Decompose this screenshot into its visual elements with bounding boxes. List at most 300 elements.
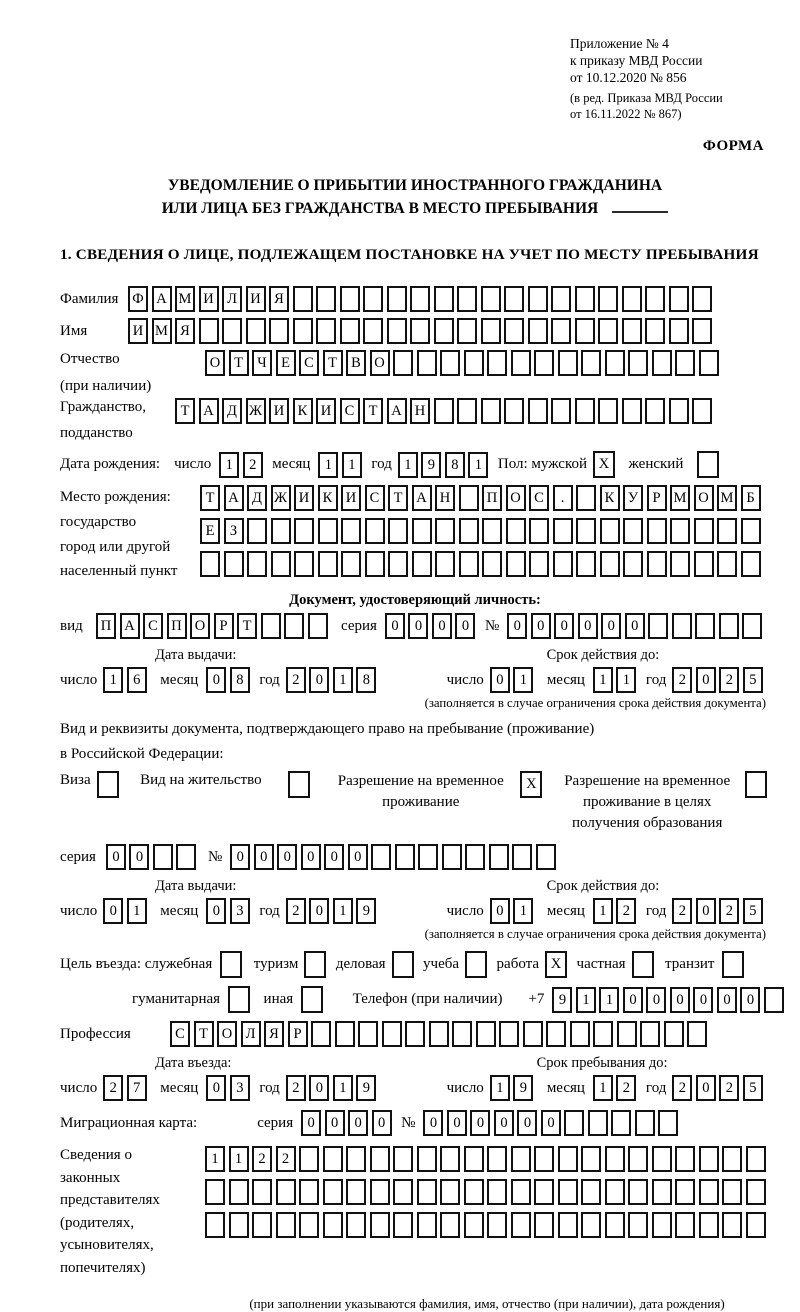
char-box[interactable] [664,1021,684,1047]
char-box[interactable]: 2 [286,667,306,693]
char-box[interactable]: И [294,485,314,511]
char-box[interactable]: 0 [206,898,226,924]
char-box[interactable] [261,613,281,639]
char-box[interactable] [487,1179,507,1205]
char-box[interactable]: 8 [445,452,465,478]
char-box[interactable]: Д [247,485,267,511]
char-box[interactable]: 9 [356,1075,376,1101]
char-box[interactable]: 3 [230,898,250,924]
char-box[interactable] [346,1212,366,1238]
char-box[interactable] [558,1146,578,1172]
char-box[interactable]: Р [647,485,667,511]
char-box[interactable] [199,318,219,344]
char-box[interactable] [699,1179,719,1205]
char-box[interactable] [440,1212,460,1238]
char-box[interactable] [417,350,437,376]
char-box[interactable] [459,518,479,544]
char-box[interactable]: Я [175,318,195,344]
char-box[interactable] [499,1021,519,1047]
char-box[interactable]: Я [269,286,289,312]
char-box[interactable]: 0 [578,613,598,639]
char-box[interactable] [628,1179,648,1205]
char-box[interactable] [476,1021,496,1047]
char-box[interactable]: С [365,485,385,511]
char-box[interactable]: У [623,485,643,511]
char-box[interactable] [276,1179,296,1205]
char-box[interactable]: М [717,485,737,511]
char-box[interactable] [632,951,654,978]
char-box[interactable] [652,350,672,376]
char-box[interactable]: 2 [252,1146,272,1172]
char-box[interactable] [605,1212,625,1238]
char-box[interactable] [481,286,501,312]
char-box[interactable]: Ф [128,286,148,312]
char-box[interactable] [489,844,509,870]
char-box[interactable] [529,551,549,577]
char-box[interactable]: П [167,613,187,639]
char-box[interactable]: 1 [229,1146,249,1172]
char-box[interactable] [346,1179,366,1205]
char-box[interactable] [417,1179,437,1205]
char-box[interactable] [323,1179,343,1205]
char-box[interactable]: 0 [455,613,475,639]
char-box[interactable]: 2 [719,1075,739,1101]
char-box[interactable]: Ж [246,398,266,424]
char-box[interactable]: Р [288,1021,308,1047]
char-box[interactable]: И [269,398,289,424]
char-box[interactable]: К [600,485,620,511]
char-box[interactable] [323,1212,343,1238]
char-box[interactable] [640,1021,660,1047]
char-box[interactable] [575,398,595,424]
char-box[interactable] [764,987,784,1013]
char-box[interactable] [605,350,625,376]
char-box[interactable] [440,1179,460,1205]
char-box[interactable]: 0 [254,844,274,870]
char-box[interactable] [576,518,596,544]
char-box[interactable]: И [246,286,266,312]
char-box[interactable] [459,485,479,511]
char-box[interactable] [617,1021,637,1047]
char-box[interactable] [692,286,712,312]
char-box[interactable]: А [224,485,244,511]
char-box[interactable] [316,318,336,344]
char-box[interactable] [600,518,620,544]
char-box[interactable] [645,398,665,424]
char-box[interactable] [363,318,383,344]
char-box[interactable]: 0 [646,987,666,1013]
char-box[interactable] [746,1146,766,1172]
char-box[interactable]: 1 [593,1075,613,1101]
char-box[interactable]: С [340,398,360,424]
char-box[interactable] [393,1179,413,1205]
char-box[interactable]: Т [229,350,249,376]
char-box[interactable]: 9 [356,898,376,924]
char-box[interactable]: 0 [670,987,690,1013]
char-box[interactable]: И [341,485,361,511]
char-box[interactable]: С [170,1021,190,1047]
char-box[interactable]: 5 [743,898,763,924]
char-box[interactable] [694,551,714,577]
char-box[interactable]: 0 [325,1110,345,1136]
char-box[interactable]: С [143,613,163,639]
char-box[interactable] [675,350,695,376]
char-box[interactable] [229,1179,249,1205]
char-box[interactable]: 1 [205,1146,225,1172]
char-box[interactable] [440,350,460,376]
char-box[interactable]: 0 [740,987,760,1013]
char-box[interactable] [308,613,328,639]
char-box[interactable]: П [96,613,116,639]
char-box[interactable] [395,844,415,870]
char-box[interactable] [528,318,548,344]
char-box[interactable]: О [190,613,210,639]
char-box[interactable] [371,844,391,870]
char-box[interactable]: 2 [243,452,263,478]
char-box[interactable] [722,1146,742,1172]
char-box[interactable]: Т [237,613,257,639]
char-box[interactable] [464,1146,484,1172]
char-box[interactable]: 2 [672,667,692,693]
char-box[interactable]: 0 [625,613,645,639]
char-box[interactable]: 5 [743,1075,763,1101]
char-box[interactable] [365,551,385,577]
char-box[interactable] [417,1146,437,1172]
char-box[interactable] [695,613,715,639]
char-box[interactable]: 0 [447,1110,467,1136]
char-box[interactable]: 8 [356,667,376,693]
char-box[interactable]: К [293,398,313,424]
char-box[interactable] [506,518,526,544]
char-box[interactable] [600,551,620,577]
char-box[interactable]: Т [194,1021,214,1047]
char-box[interactable]: С [299,350,319,376]
char-box[interactable] [388,518,408,544]
char-box[interactable]: А [387,398,407,424]
char-box[interactable] [623,551,643,577]
char-box[interactable]: 0 [470,1110,490,1136]
char-box[interactable] [745,771,767,798]
char-box[interactable] [645,318,665,344]
char-box[interactable] [246,318,266,344]
char-box[interactable] [457,318,477,344]
char-box[interactable]: 0 [348,1110,368,1136]
char-box[interactable] [746,1179,766,1205]
char-box[interactable] [412,551,432,577]
char-box[interactable] [434,398,454,424]
char-box[interactable]: 0 [507,613,527,639]
char-box[interactable] [546,1021,566,1047]
char-box[interactable]: 1 [576,987,596,1013]
char-box[interactable] [536,844,556,870]
char-box[interactable] [645,286,665,312]
char-box[interactable]: 0 [717,987,737,1013]
char-box[interactable] [697,451,719,478]
char-box[interactable]: 0 [372,1110,392,1136]
char-box[interactable]: 0 [309,1075,329,1101]
char-box[interactable] [652,1212,672,1238]
char-box[interactable]: Д [222,398,242,424]
char-box[interactable] [301,986,323,1013]
char-box[interactable] [299,1179,319,1205]
char-box[interactable] [205,1179,225,1205]
char-box[interactable] [598,398,618,424]
char-box[interactable] [628,1212,648,1238]
char-box[interactable] [487,1146,507,1172]
char-box[interactable]: О [205,350,225,376]
char-box[interactable]: 1 [333,898,353,924]
char-box[interactable] [220,951,242,978]
char-box[interactable]: 1 [593,667,613,693]
char-box[interactable]: 0 [230,844,250,870]
char-box[interactable] [588,1110,608,1136]
char-box[interactable]: 1 [513,667,533,693]
char-box[interactable]: А [152,286,172,312]
char-box[interactable]: 2 [616,1075,636,1101]
char-box[interactable] [652,1146,672,1172]
char-box[interactable]: 0 [554,613,574,639]
char-box[interactable] [228,986,250,1013]
char-box[interactable] [504,318,524,344]
char-box[interactable]: 0 [531,613,551,639]
char-box[interactable] [558,1212,578,1238]
char-box[interactable] [440,1146,460,1172]
char-box[interactable] [294,551,314,577]
char-box[interactable] [318,551,338,577]
char-box[interactable] [628,1146,648,1172]
char-box[interactable] [647,518,667,544]
char-box[interactable] [581,350,601,376]
char-box[interactable]: М [670,485,690,511]
char-box[interactable]: 3 [230,1075,250,1101]
char-box[interactable] [392,951,414,978]
char-box[interactable]: 6 [127,667,147,693]
char-box[interactable]: 2 [719,667,739,693]
char-box[interactable] [434,286,454,312]
char-box[interactable] [504,286,524,312]
char-box[interactable] [418,844,438,870]
char-box[interactable]: 9 [513,1075,533,1101]
char-box[interactable]: Ж [271,485,291,511]
char-box[interactable] [523,1021,543,1047]
char-box[interactable] [534,1146,554,1172]
char-box[interactable] [670,518,690,544]
char-box[interactable]: 0 [206,1075,226,1101]
char-box[interactable]: 0 [324,844,344,870]
char-box[interactable] [316,286,336,312]
char-box[interactable] [365,518,385,544]
char-box[interactable] [393,1212,413,1238]
char-box[interactable] [252,1212,272,1238]
char-box[interactable] [341,551,361,577]
char-box[interactable]: 0 [494,1110,514,1136]
char-box[interactable]: 1 [616,667,636,693]
char-box[interactable] [741,551,761,577]
char-box[interactable] [553,518,573,544]
char-box[interactable] [153,844,173,870]
char-box[interactable] [669,318,689,344]
char-box[interactable] [224,551,244,577]
char-box[interactable]: О [217,1021,237,1047]
char-box[interactable]: 0 [408,613,428,639]
char-box[interactable]: 1 [490,1075,510,1101]
char-box[interactable] [558,350,578,376]
char-box[interactable] [622,286,642,312]
char-box[interactable] [464,1212,484,1238]
char-box[interactable]: Р [214,613,234,639]
char-box[interactable] [675,1146,695,1172]
char-box[interactable] [511,1212,531,1238]
char-box[interactable] [222,318,242,344]
char-box[interactable] [605,1179,625,1205]
char-box[interactable] [534,350,554,376]
char-box[interactable] [575,318,595,344]
char-box[interactable] [323,1146,343,1172]
char-box[interactable] [622,318,642,344]
char-box[interactable] [669,398,689,424]
char-box[interactable] [669,286,689,312]
char-box[interactable]: 0 [301,844,321,870]
char-box[interactable] [534,1212,554,1238]
char-box[interactable] [717,551,737,577]
char-box[interactable]: 0 [348,844,368,870]
char-box[interactable]: 2 [719,898,739,924]
char-box[interactable]: 0 [696,667,716,693]
char-box[interactable] [387,286,407,312]
char-box[interactable] [551,318,571,344]
char-box[interactable]: 5 [743,667,763,693]
char-box[interactable] [481,318,501,344]
char-box[interactable] [412,518,432,544]
char-box[interactable] [658,1110,678,1136]
char-box[interactable]: 9 [421,452,441,478]
char-box[interactable] [370,1212,390,1238]
char-box[interactable] [311,1021,331,1047]
char-box[interactable]: Ч [252,350,272,376]
char-box[interactable] [464,1179,484,1205]
char-box[interactable] [318,518,338,544]
char-box[interactable]: 2 [672,898,692,924]
char-box[interactable] [465,951,487,978]
char-box[interactable]: X [545,951,567,978]
char-box[interactable] [528,398,548,424]
char-box[interactable] [429,1021,449,1047]
char-box[interactable] [410,286,430,312]
char-box[interactable]: 1 [468,452,488,478]
char-box[interactable] [442,844,462,870]
char-box[interactable] [405,1021,425,1047]
char-box[interactable]: 9 [552,987,572,1013]
char-box[interactable] [284,613,304,639]
char-box[interactable]: 1 [219,452,239,478]
char-box[interactable]: 0 [277,844,297,870]
char-box[interactable] [487,350,507,376]
char-box[interactable] [581,1146,601,1172]
char-box[interactable] [363,286,383,312]
char-box[interactable]: 0 [385,613,405,639]
char-box[interactable] [271,551,291,577]
char-box[interactable] [699,1146,719,1172]
char-box[interactable]: 0 [206,667,226,693]
char-box[interactable]: О [370,350,390,376]
char-box[interactable] [534,1179,554,1205]
char-box[interactable]: З [224,518,244,544]
char-box[interactable]: 1 [333,1075,353,1101]
char-box[interactable]: 2 [286,898,306,924]
char-box[interactable]: Н [410,398,430,424]
char-box[interactable] [598,318,618,344]
char-box[interactable]: 1 [398,452,418,478]
char-box[interactable] [452,1021,472,1047]
char-box[interactable] [269,318,289,344]
char-box[interactable] [487,1212,507,1238]
char-box[interactable] [340,286,360,312]
char-box[interactable] [611,1110,631,1136]
char-box[interactable] [576,485,596,511]
char-box[interactable] [97,771,119,798]
char-box[interactable]: 0 [696,898,716,924]
char-box[interactable] [393,1146,413,1172]
char-box[interactable]: 0 [309,898,329,924]
char-box[interactable]: 0 [103,898,123,924]
char-box[interactable]: 0 [490,898,510,924]
char-box[interactable] [551,398,571,424]
char-box[interactable]: 2 [276,1146,296,1172]
char-box[interactable] [692,398,712,424]
char-box[interactable]: 8 [230,667,250,693]
char-box[interactable] [558,1179,578,1205]
char-box[interactable] [294,518,314,544]
char-box[interactable] [410,318,430,344]
char-box[interactable]: М [152,318,172,344]
char-box[interactable]: Е [276,350,296,376]
char-box[interactable] [746,1212,766,1238]
char-box[interactable] [551,286,571,312]
char-box[interactable]: Б [741,485,761,511]
char-box[interactable]: 0 [423,1110,443,1136]
char-box[interactable]: М [175,286,195,312]
char-box[interactable]: 0 [623,987,643,1013]
char-box[interactable] [511,1146,531,1172]
char-box[interactable]: Т [388,485,408,511]
char-box[interactable] [675,1179,695,1205]
char-box[interactable] [722,1212,742,1238]
char-box[interactable] [635,1110,655,1136]
char-box[interactable]: 0 [696,1075,716,1101]
char-box[interactable] [623,518,643,544]
char-box[interactable]: 0 [490,667,510,693]
char-box[interactable] [346,1146,366,1172]
char-box[interactable]: О [506,485,526,511]
char-box[interactable]: Т [363,398,383,424]
char-box[interactable] [482,551,502,577]
char-box[interactable]: Т [175,398,195,424]
char-box[interactable] [741,518,761,544]
char-box[interactable]: 0 [301,1110,321,1136]
char-box[interactable] [434,318,454,344]
char-box[interactable]: 0 [309,667,329,693]
char-box[interactable] [570,1021,590,1047]
char-box[interactable] [593,1021,613,1047]
char-box[interactable] [694,518,714,544]
char-box[interactable] [229,1212,249,1238]
char-box[interactable] [370,1146,390,1172]
char-box[interactable] [528,286,548,312]
char-box[interactable] [598,286,618,312]
char-box[interactable]: 2 [286,1075,306,1101]
char-box[interactable]: 0 [601,613,621,639]
char-box[interactable] [382,1021,402,1047]
